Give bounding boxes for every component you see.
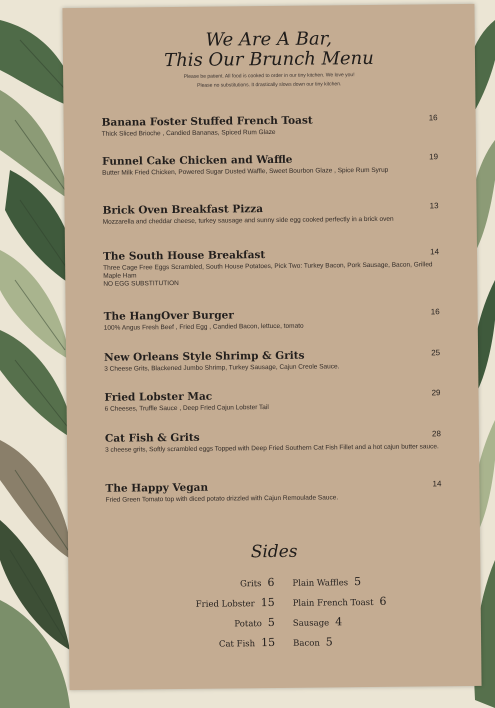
menu-title-line2: This Our Brunch Menu bbox=[164, 47, 374, 72]
side-item-name: Plain Waffles bbox=[292, 578, 349, 589]
side-item-price: 5 bbox=[267, 615, 275, 630]
side-item-price: 4 bbox=[335, 615, 343, 629]
menu-item-description: Three Cage Free Eggs Scrambled, South House Potatoes, Pick Two: Turkey Bacon, Pork Sausage, Bacon, Grilled Maple Ham bbox=[103, 261, 433, 280]
menu-item-price: 25 bbox=[431, 348, 441, 358]
side-item-price: 5 bbox=[354, 575, 362, 589]
side-item-name: Bacon bbox=[293, 638, 320, 649]
menu-item-description: 6 Cheeses, Truffle Sauce , Deep Fried Cajun Lobster Tail bbox=[104, 404, 269, 413]
side-item-price: 5 bbox=[325, 635, 333, 649]
kitchen-notice-line2: Please no substitutions. It drastically slows down our tiny kitchen. bbox=[197, 81, 342, 89]
menu-item-name: Cat Fish & Grits bbox=[104, 431, 200, 445]
menu-item-price: 28 bbox=[431, 429, 441, 439]
menu-item-name: The HangOver Burger bbox=[103, 309, 234, 323]
menu-item-price: 14 bbox=[430, 247, 440, 257]
side-item bbox=[293, 635, 333, 648]
side-item-name: Fried Lobster bbox=[195, 599, 255, 610]
menu-item bbox=[105, 478, 441, 505]
menu-item-description: 3 cheese grits, Softly scrambled eggs Topped with Deep Fried Southern Cat Fish Fillet and a hot cajun butter sauce. bbox=[105, 443, 439, 454]
menu-item-description: Butter Milk Fried Chicken, Powered Sugar Dusted Waffle, Sweet Bourbon Glaze , Spice Rum Syrup bbox=[102, 166, 389, 177]
side-item bbox=[219, 636, 275, 650]
side-item-name: Potato bbox=[234, 619, 262, 630]
menu-item-name: Funnel Cake Chicken and Waffle bbox=[101, 153, 293, 168]
side-item bbox=[292, 575, 361, 589]
menu-item-price: 14 bbox=[432, 479, 442, 489]
menu-item-name: Fried Lobster Mac bbox=[104, 390, 213, 404]
menu-item-price: 13 bbox=[429, 201, 439, 211]
menu-item-name: The Happy Vegan bbox=[105, 481, 209, 495]
side-item-price: 6 bbox=[379, 594, 387, 608]
menu-item-note: NO EGG SUBSTITUTION bbox=[103, 279, 179, 288]
menu-item bbox=[102, 112, 438, 139]
menu-item-price: 16 bbox=[428, 113, 438, 123]
menu-item bbox=[102, 151, 438, 178]
menu-item bbox=[104, 347, 440, 374]
side-item bbox=[293, 595, 387, 609]
menu-item bbox=[103, 246, 439, 289]
side-item-name: Sausage bbox=[292, 618, 330, 629]
side-item-price: 15 bbox=[261, 635, 276, 650]
menu-item-description: Thick Sliced Brioche , Candied Bananas, Spiced Rum Glaze bbox=[101, 128, 276, 138]
menu-title-line1: We Are A Bar, bbox=[205, 28, 333, 51]
side-item-price: 15 bbox=[260, 595, 275, 610]
side-item-name: Plain French Toast bbox=[292, 597, 374, 609]
menu-item-price: 29 bbox=[431, 388, 441, 398]
menu-item-description: Mozzarella and cheddar cheese, turkey sausage and sunny side egg cooked perfectly in a brick oven bbox=[102, 215, 394, 226]
menu-item-description: 100% Angus Fresh Beef , Fried Egg , Candied Bacon, lettuce, tomato bbox=[103, 322, 304, 332]
menu-item bbox=[104, 387, 440, 414]
menu-item-name: Banana Foster Stuffed French Toast bbox=[101, 114, 313, 129]
menu-item-price: 19 bbox=[429, 152, 439, 162]
menu-item bbox=[102, 200, 438, 227]
side-item-price: 6 bbox=[267, 575, 275, 590]
menu-item bbox=[105, 428, 441, 455]
brunch-menu-card bbox=[62, 4, 481, 690]
menu-header bbox=[62, 4, 475, 90]
side-item-name: Cat Fish bbox=[218, 639, 256, 650]
menu-item-name: New Orleans Style Shrimp & Grits bbox=[104, 349, 305, 364]
side-item bbox=[293, 615, 342, 629]
menu-item-description: Fried Green Tomato top with diced potato drizzled with Cajun Remoulade Sauce. bbox=[105, 494, 339, 504]
side-item-name: Grits bbox=[240, 579, 262, 590]
menu-item-price: 16 bbox=[430, 307, 440, 317]
sides-list bbox=[68, 570, 480, 650]
menu-item bbox=[104, 306, 440, 333]
side-item bbox=[240, 576, 274, 589]
menu-item-name: Brick Oven Breakfast Pizza bbox=[102, 203, 264, 217]
kitchen-notice-line1: Please be patient. All food is cooked to order in our tiny kitchen. We love you! bbox=[183, 72, 355, 80]
menu-item-name: The South House Breakfast bbox=[102, 249, 266, 263]
side-item bbox=[234, 616, 275, 629]
side-item bbox=[196, 596, 275, 610]
sides-heading: Sides bbox=[250, 541, 298, 563]
menu-item-description: 3 Cheese Grits, Blackened Jumbo Shrimp, Turkey Sausage, Cajun Creole Sauce. bbox=[104, 363, 340, 373]
